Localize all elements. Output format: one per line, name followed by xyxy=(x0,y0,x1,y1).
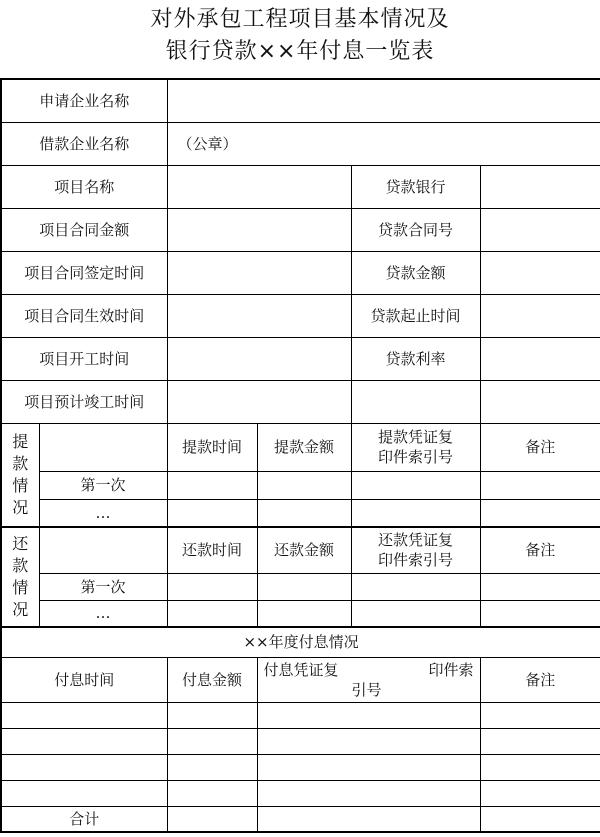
withdrawal-row-first xyxy=(1,471,600,499)
interest-voucher-cell[interactable] xyxy=(257,780,480,806)
row-project-name xyxy=(1,165,600,208)
contract-sign-time-value[interactable] xyxy=(167,251,351,294)
interest-voucher-part3: 引号 xyxy=(351,680,382,699)
interest-voucher-header xyxy=(257,657,480,702)
repayment-side-char: 况 xyxy=(12,600,29,619)
borrower-seal-cell[interactable] xyxy=(167,122,600,165)
project-name-value[interactable] xyxy=(167,165,351,208)
borrower-label: 借款企业名称 xyxy=(1,122,167,165)
withdrawal-side-char: 款 xyxy=(12,453,29,473)
row-applicant xyxy=(1,79,600,122)
withdrawal-first-voucher[interactable] xyxy=(351,471,480,499)
row-completion-time xyxy=(1,380,600,423)
withdrawal-amount-header: 提款金额 xyxy=(257,423,351,471)
withdrawal-remark-header: 备注 xyxy=(480,423,600,471)
withdrawal-first-label: 第一次 xyxy=(39,471,167,499)
interest-total-remark[interactable] xyxy=(480,806,600,832)
loan-rate-label: 贷款利率 xyxy=(351,337,480,380)
repayment-voucher-line2: 印件索引号 xyxy=(378,551,454,570)
withdrawal-first-time[interactable] xyxy=(167,471,257,499)
interest-time-cell[interactable] xyxy=(1,754,167,780)
start-time-label: 项目开工时间 xyxy=(1,337,167,380)
interest-voucher-cell[interactable] xyxy=(257,728,480,754)
withdrawal-time-header: 提款时间 xyxy=(167,423,257,471)
interest-amount-cell[interactable] xyxy=(167,702,257,728)
loan-contract-no-label: 贷款合同号 xyxy=(351,208,480,251)
repayment-side-char: 还 xyxy=(12,534,29,553)
repayment-first-voucher[interactable] xyxy=(351,573,480,600)
contract-effective-time-value[interactable] xyxy=(167,294,351,337)
contract-amount-label: 项目合同金额 xyxy=(1,208,167,251)
interest-remark-cell[interactable] xyxy=(480,780,600,806)
withdrawal-more-time[interactable] xyxy=(167,499,257,527)
repayment-remark-header: 备注 xyxy=(480,527,600,573)
repayment-first-label: 第一次 xyxy=(39,573,167,600)
interest-amount-header: 付息金额 xyxy=(167,657,257,702)
row-contract-sign-time xyxy=(1,251,600,294)
repayment-side-char: 情 xyxy=(12,578,29,597)
repayment-row-first xyxy=(1,573,600,600)
repayment-side-char: 款 xyxy=(12,556,29,575)
withdrawal-side-char: 况 xyxy=(12,497,29,517)
completion-extra-cell[interactable] xyxy=(351,380,480,423)
row-contract-amount xyxy=(1,208,600,251)
withdrawal-side-label xyxy=(1,423,39,527)
withdrawal-header-row xyxy=(1,423,600,471)
completion-extra-cell-2[interactable] xyxy=(480,380,600,423)
withdrawal-blank-header xyxy=(39,423,167,471)
start-time-value[interactable] xyxy=(167,337,351,380)
withdrawal-more-amount[interactable] xyxy=(257,499,351,527)
interest-amount-cell[interactable] xyxy=(167,728,257,754)
interest-title-row xyxy=(1,627,600,657)
repayment-row-more xyxy=(1,600,600,627)
interest-time-cell[interactable] xyxy=(1,728,167,754)
interest-voucher-cell[interactable] xyxy=(257,702,480,728)
withdrawal-voucher-line2: 印件索引号 xyxy=(378,448,454,466)
repayment-amount-header: 还款金额 xyxy=(257,527,351,573)
repayment-first-time[interactable] xyxy=(167,573,257,600)
withdrawal-first-remark[interactable] xyxy=(480,471,600,499)
title-line-2: 银行贷款××年付息一览表 xyxy=(165,39,435,64)
loan-amount-value[interactable] xyxy=(480,251,600,294)
withdrawal-first-amount[interactable] xyxy=(257,471,351,499)
repayment-more-voucher[interactable] xyxy=(351,600,480,627)
interest-total-label: 合计 xyxy=(1,806,167,832)
interest-time-cell[interactable] xyxy=(1,780,167,806)
interest-voucher-part1: 付息凭证复 xyxy=(263,660,339,679)
withdrawal-side-char: 提 xyxy=(12,431,29,451)
repayment-voucher-line1: 还款凭证复 xyxy=(378,531,454,550)
loan-rate-value[interactable] xyxy=(480,337,600,380)
interest-header-row xyxy=(1,657,600,702)
interest-total-amount[interactable] xyxy=(167,806,257,832)
withdrawal-voucher-line1: 提款凭证复 xyxy=(378,428,454,446)
applicant-label: 申请企业名称 xyxy=(1,79,167,122)
interest-total-row xyxy=(1,806,600,832)
completion-time-label: 项目预计竣工时间 xyxy=(1,380,167,423)
document-title xyxy=(0,4,600,68)
interest-voucher-part2: 印件索 xyxy=(428,660,474,679)
withdrawal-more-label: … xyxy=(39,499,167,527)
repayment-more-time[interactable] xyxy=(167,600,257,627)
interest-time-header: 付息时间 xyxy=(1,657,167,702)
interest-amount-cell[interactable] xyxy=(167,754,257,780)
loan-bank-value[interactable] xyxy=(480,165,600,208)
loan-bank-label: 贷款银行 xyxy=(351,165,480,208)
interest-amount-cell[interactable] xyxy=(167,780,257,806)
title-line-1: 对外承包工程项目基本情况及 xyxy=(150,7,450,32)
interest-voucher-cell[interactable] xyxy=(257,754,480,780)
withdrawal-row-more xyxy=(1,499,600,527)
contract-sign-time-label: 项目合同签定时间 xyxy=(1,251,167,294)
interest-remark-header: 备注 xyxy=(480,657,600,702)
repayment-more-amount[interactable] xyxy=(257,600,351,627)
repayment-first-remark[interactable] xyxy=(480,573,600,600)
interest-row xyxy=(1,780,600,806)
row-start-time xyxy=(1,337,600,380)
row-contract-effective-time xyxy=(1,294,600,337)
repayment-header-row xyxy=(1,527,600,573)
completion-time-value[interactable] xyxy=(167,380,351,423)
withdrawal-side-char: 情 xyxy=(12,475,29,495)
loan-interest-table xyxy=(0,78,600,833)
loan-amount-label: 贷款金额 xyxy=(351,251,480,294)
interest-row xyxy=(1,702,600,728)
repayment-first-amount[interactable] xyxy=(257,573,351,600)
borrower-seal-text: （公章） xyxy=(177,134,238,153)
repayment-voucher-header xyxy=(351,527,480,573)
withdrawal-voucher-header xyxy=(351,423,480,471)
interest-row xyxy=(1,728,600,754)
repayment-more-label: … xyxy=(39,600,167,627)
withdrawal-more-voucher[interactable] xyxy=(351,499,480,527)
interest-remark-cell[interactable] xyxy=(480,754,600,780)
loan-period-value[interactable] xyxy=(480,294,600,337)
project-name-label: 项目名称 xyxy=(1,165,167,208)
repayment-time-header: 还款时间 xyxy=(167,527,257,573)
loan-period-label: 贷款起止时间 xyxy=(351,294,480,337)
interest-total-voucher[interactable] xyxy=(257,806,480,832)
row-borrower xyxy=(1,122,600,165)
interest-time-cell[interactable] xyxy=(1,702,167,728)
loan-contract-no-value[interactable] xyxy=(480,208,600,251)
repayment-more-remark[interactable] xyxy=(480,600,600,627)
interest-row xyxy=(1,754,600,780)
interest-remark-cell[interactable] xyxy=(480,702,600,728)
applicant-value-cell[interactable] xyxy=(167,79,600,122)
contract-amount-value[interactable] xyxy=(167,208,351,251)
interest-section-title: ××年度付息情况 xyxy=(1,627,600,657)
contract-effective-time-label: 项目合同生效时间 xyxy=(1,294,167,337)
repayment-blank-header xyxy=(39,527,167,573)
repayment-side-label xyxy=(1,527,39,627)
withdrawal-more-remark[interactable] xyxy=(480,499,600,527)
interest-remark-cell[interactable] xyxy=(480,728,600,754)
